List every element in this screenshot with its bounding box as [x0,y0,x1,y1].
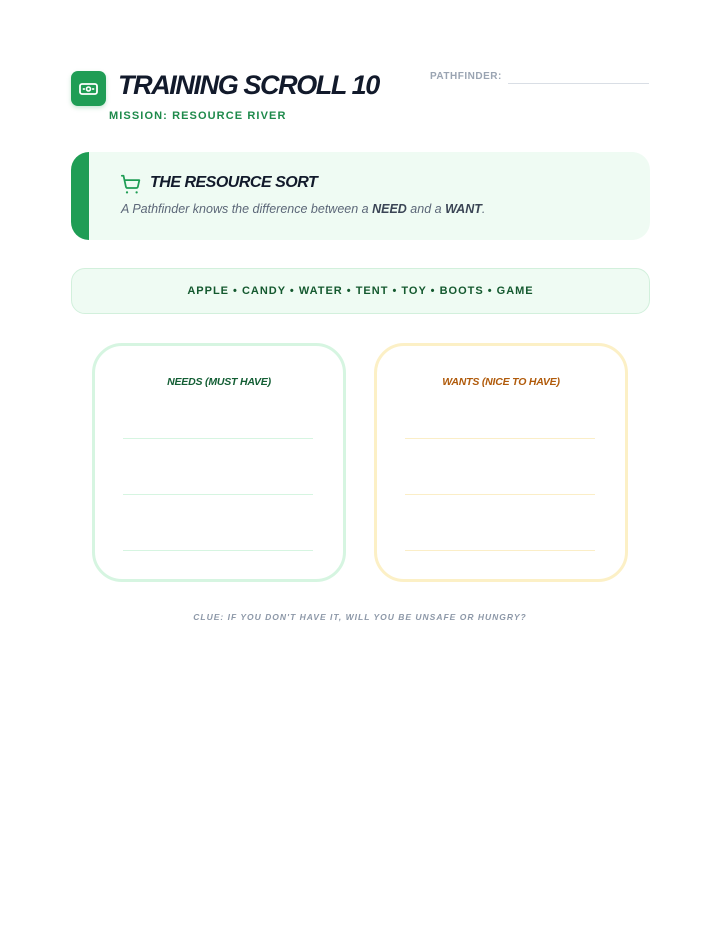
wants-box [374,343,628,582]
page-title: TRAINING SCROLL 10 [118,70,379,100]
wants-answer-line-2[interactable] [405,494,595,495]
description-text-middle: and a [406,202,446,216]
description-text-start: A Pathfinder knows the difference between a [121,202,373,216]
needs-box-label: NEEDS (MUST HAVE) [167,376,271,388]
needs-answer-line-1[interactable] [123,438,313,439]
clue-text: CLUE: IF YOU DON'T HAVE IT, WILL YOU BE UNSAFE OR HUNGRY? [193,612,527,622]
wants-answer-line-3[interactable] [405,550,595,551]
word-bank [71,268,650,314]
pathfinder-name-line[interactable] [508,83,649,84]
money-bill-icon [78,79,99,98]
needs-answer-line-2[interactable] [123,494,313,495]
wants-box-label: WANTS (NICE TO HAVE) [442,376,560,388]
mission-subtitle: MISSION: RESOURCE RIVER [109,110,287,122]
want-emphasis: WANT [445,202,482,216]
shopping-cart-icon [120,174,141,195]
pathfinder-label: PATHFINDER: [430,71,502,82]
description-text-end: . [481,202,486,216]
need-emphasis: NEED [372,202,407,216]
scroll-logo [71,71,106,106]
resource-sort-description [121,202,485,216]
word-bank-words: APPLE • CANDY • WATER • TENT • TOY • BOOTS • GAME [187,285,534,297]
needs-answer-line-3[interactable] [123,550,313,551]
wants-answer-line-1[interactable] [405,438,595,439]
resource-sort-card [71,152,650,240]
resource-sort-title: THE RESOURCE SORT [150,174,318,191]
needs-box [92,343,346,582]
